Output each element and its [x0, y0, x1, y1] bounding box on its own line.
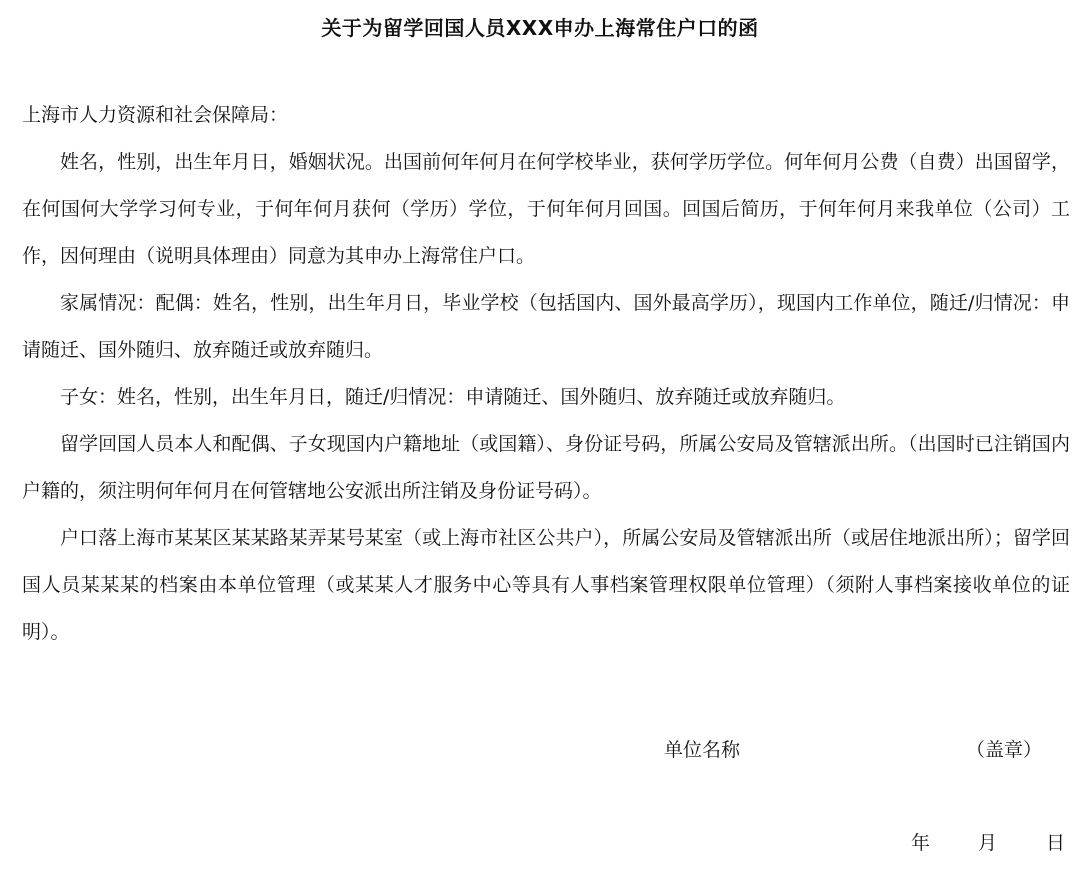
seal-label: （盖章）	[966, 739, 1043, 761]
date-day-label: 日	[1046, 832, 1066, 854]
document-title: 关于为留学回国人员XXX申办上海常住户口的函	[321, 16, 759, 40]
paragraph-personal-info: 姓名，性别，出生年月日，婚姻状况。出国前何年何月在何学校毕业，获何学历学位。何年何月公费（自费）出国留学，在何国何大学学习何专业，于何年何月获何（学历）学位，于何年何月回国。回国后简历，于何年何月来我单位（公司）工作，因何理由（说明具体理由）同意为其申办上海常住户口。	[22, 151, 1070, 267]
date-line	[0, 828, 1080, 858]
date-month-label: 月	[978, 832, 998, 854]
letter-body	[22, 92, 1070, 656]
salutation: 上海市人力资源和社会保障局：	[22, 104, 289, 126]
paragraph-spouse-info: 家属情况：配偶：姓名，性别，出生年月日，毕业学校（包括国内、国外最高学历），现国内工作单位，随迁/归情况：申请随迁、国外随归、放弃随迁或放弃随归。	[22, 292, 1070, 361]
paragraph-household-settlement: 户口落上海市某某区某某路某弄某号某室（或上海市社区公共户），所属公安局及管辖派出所（或居住地派出所）；留学回国人员某某某的档案由本单位管理（或某某人才服务中心等具有人事档案管理权限单位管理）（须附人事档案接收单位的证明）。	[22, 527, 1070, 643]
unit-name-label: 单位名称	[664, 739, 741, 761]
paragraph-children-info: 子女：姓名，性别，出生年月日，随迁/归情况：申请随迁、国外随归、放弃随迁或放弃随归。	[60, 386, 846, 408]
date-year-label: 年	[911, 832, 931, 854]
paragraph-household-registration: 留学回国人员本人和配偶、子女现国内户籍地址（或国籍）、身份证号码，所属公安局及管辖派出所。（出国时已注销国内户籍的，须注明何年何月在何管辖地公安派出所注销及身份证号码）。	[22, 433, 1070, 502]
signature-line	[0, 735, 1080, 765]
